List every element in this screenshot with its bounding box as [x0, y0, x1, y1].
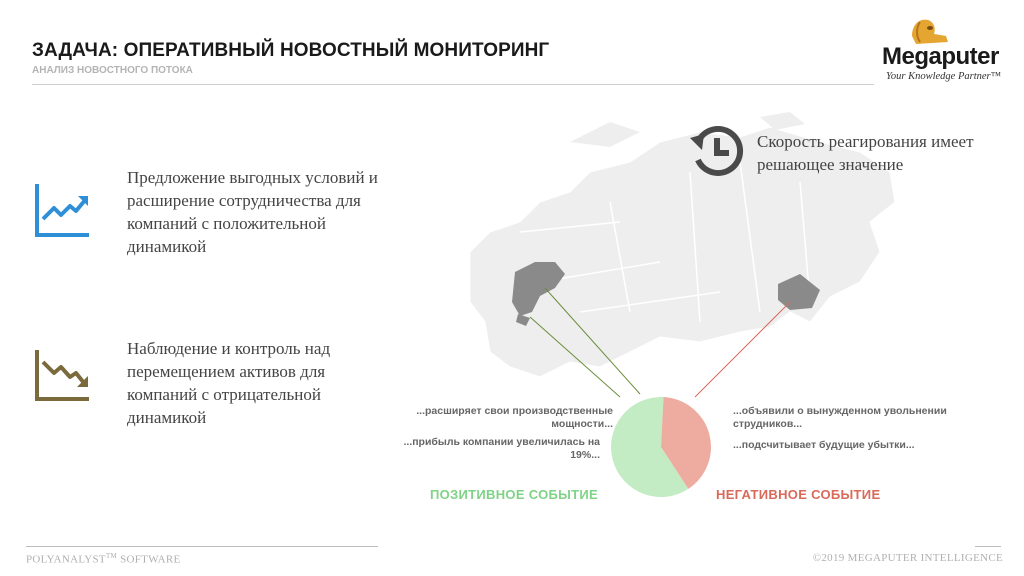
positive-quote: ...прибыль компании увеличилась на 19%... [403, 436, 600, 461]
footer-copyright: ©2019 MEGAPUTER INTELLIGENCE [812, 552, 1003, 564]
footer-divider [26, 546, 378, 547]
negative-quote: ...объявили о вынужденном увольнении струдников... [733, 405, 947, 430]
positive-dynamics-text: Предложение выгодных условий и расширение сотрудничества для компаний с положительной динамикой [127, 168, 378, 256]
clock-history-icon [688, 122, 746, 185]
footer-divider [975, 546, 1001, 547]
positive-quote: ...расширяет свои производственные мощности... [416, 405, 613, 430]
svg-text:Megaputer: Megaputer [882, 43, 999, 70]
page-title: ЗАДАЧА: ОПЕРАТИВНЫЙ НОВОСТНЫЙ МОНИТОРИНГ [32, 40, 550, 61]
page-subtitle: АНАЛИЗ НОВОСТНОГО ПОТОКА [32, 65, 193, 76]
response-speed-text: Скорость реагирования имеет решающее значение [757, 132, 974, 174]
footer-product-suffix: SOFTWARE [117, 553, 181, 566]
negative-event-label: НЕГАТИВНОЕ СОБЫТИЕ [716, 487, 881, 502]
trend-up-icon [34, 181, 92, 244]
sphinx-icon [912, 20, 948, 44]
sentiment-pie [608, 397, 714, 502]
footer-trademark: TM [105, 552, 118, 560]
logo-tagline: Your Knowledge Partner™ [886, 71, 1001, 82]
negative-quote: ...подсчитывает будущие убытки... [733, 439, 915, 451]
negative-dynamics-text: Наблюдение и контроль над перемещением активов для компаний с отрицательной динамикой [127, 339, 331, 427]
header-divider [32, 84, 874, 85]
footer-product-name: POLYANALYST [26, 553, 106, 566]
footer-product [26, 552, 181, 566]
trend-down-icon [34, 347, 92, 408]
positive-event-label: ПОЗИТИВНОЕ СОБЫТИЕ [430, 487, 599, 502]
